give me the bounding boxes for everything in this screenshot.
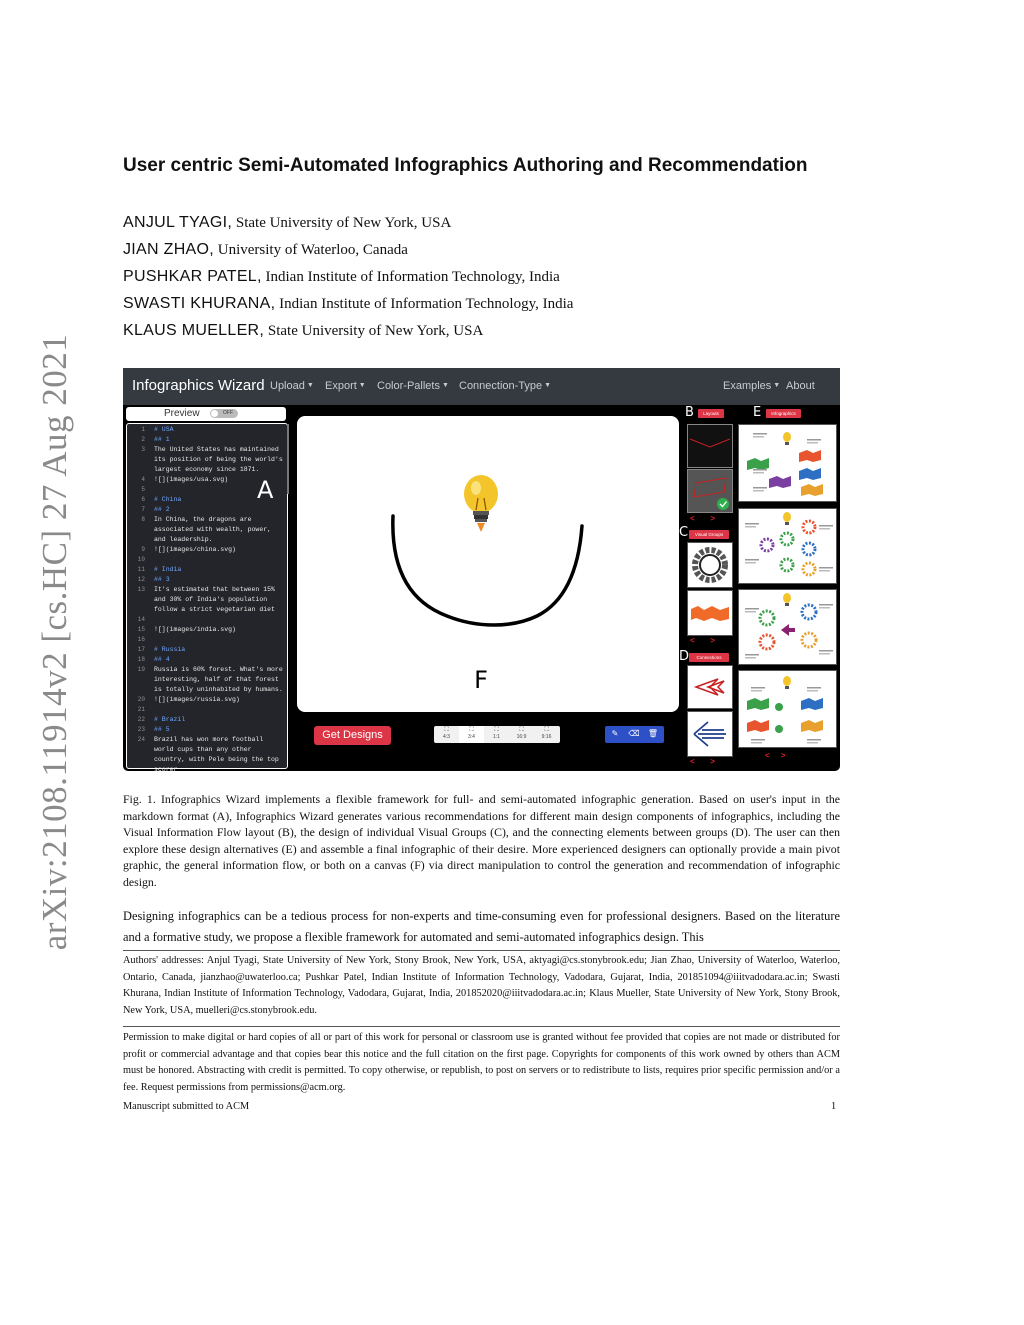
menu-export[interactable]: Export ▼ [325, 380, 366, 392]
editor-line-number: 24 [137, 736, 145, 743]
editor-line-text: ![](images/russia.svg) [154, 696, 240, 703]
layout-thumb-2[interactable] [687, 469, 733, 513]
editor-line-number: 23 [137, 726, 145, 733]
ratio-16-9-button[interactable]: ⛶ 16:9 [516, 727, 527, 740]
visual-group-pager[interactable]: < > [690, 636, 715, 645]
permission-rule [123, 1026, 840, 1027]
figure-caption: Fig. 1. Infographics Wizard implements a flexible framework for full- and semi-automated infographic generation. Based on user's input in the markdown format (A), Infographics Wizard generates various recommendations for different main design components of infographics, including the Visual Information Flow layout (B), the design of individual Visual Groups (C), and the connecting elements between groups (D). The user can then explore these design alternatives (E) and assemble a final infographic of their desire. More experienced designers can optionally provide a main pivot graphic, the general information flow, or both on a canvas (F) via direct manipulation to control the generation and recommendation of infographic design. [123, 792, 840, 889]
preview-label: Preview [164, 408, 200, 419]
editor-line-number: 5 [141, 486, 145, 493]
ratio-1-1-button[interactable]: ⛶ 1:1 [493, 727, 500, 740]
editor-line-text: country, with Pele being the top [154, 756, 279, 763]
editor-line-text: world cups than any other [154, 746, 252, 753]
eraser-icon[interactable]: ⌫ [628, 729, 640, 738]
editor-line-text: ## 4 [154, 656, 170, 663]
editor-line-text: # Brazil [154, 716, 186, 723]
editor-line-number: 2 [141, 436, 145, 443]
ratio-4-3-button[interactable]: ⛶ 4:3 [443, 727, 450, 740]
editor-scrollbar[interactable] [287, 424, 289, 494]
lightbulb-icon [464, 475, 498, 532]
author-line [123, 295, 573, 313]
editor-line-text: and leadership. [154, 536, 213, 543]
footnote-rule [123, 950, 840, 951]
check-icon [717, 498, 729, 510]
connection-pager[interactable]: < > [690, 757, 715, 766]
editor-line-number: 17 [137, 646, 145, 653]
trash-icon[interactable]: 🗑 [647, 729, 659, 738]
figure-app-screenshot [123, 368, 840, 771]
editor-line-number: 4 [141, 476, 145, 483]
menu-examples[interactable]: Examples ▼ [723, 380, 781, 392]
editor-line-number: 19 [137, 666, 145, 673]
label-b: B [685, 405, 694, 420]
aspect-ratio-group [434, 726, 560, 743]
preview-toggle-bar [126, 407, 286, 421]
menu-connection-type[interactable]: Connection-Type ▼ [459, 380, 552, 392]
editor-line-number: 20 [137, 696, 145, 703]
author-name: ANJUL TYAGI, [123, 214, 233, 231]
author-addresses: Authors' addresses: Anjul Tyagi, State University of New York, Stony Brook, New York, USA, aktyagi@cs.stonybrook.edu; Jian Zhao, University of Waterloo, Waterloo, Ontario, Canada, jianzhao@uwaterloo.ca; Pushkar Patel, Indian Institute of Information Technology, Vadodara, Gujarat, India, 201851094@iiitvadodara.ac.in; Swasti Khurana, Indian Institute of Information Technology, Vadodara, Gujarat, India, 201852020@iiitvadodara.ac.in; Klaus Mueller, State University of New York, Stony Brook, New York, USA, muelleri@cs.stonybrook.edu. [123, 955, 840, 1016]
get-designs-button[interactable]: Get Designs [314, 726, 391, 745]
author-line [123, 214, 451, 232]
editor-line-number: 6 [141, 496, 145, 503]
editor-line-text: It's estimated that between 15% [154, 586, 275, 593]
editor-line-text: its position of being the world's [154, 456, 283, 463]
label-e: E [753, 405, 762, 420]
author-name: PUSHKAR PATEL, [123, 268, 262, 285]
editor-line-text: Russia is 60% forest. What's more [154, 666, 283, 673]
label-c: C [679, 525, 689, 540]
menu-color-pallets[interactable]: Color-Pallets ▼ [377, 380, 449, 392]
editor-line-text: ![](images/india.svg) [154, 626, 236, 633]
editor-line-text: # Russia [154, 646, 186, 653]
tag-visual-groups[interactable]: Visual Groups [689, 530, 729, 539]
editor-line-text: interesting, half of that forest [154, 676, 279, 683]
manuscript-note: Manuscript submitted to ACM [123, 1101, 250, 1112]
abstract-text: Designing infographics can be a tedious process for non-experts and time-consuming even for professional designers. Based on the literature and a formative study, we propose a flexible framework for automated and semi-automated infographics design. This [123, 909, 840, 944]
infographic-thumb-2[interactable] [738, 508, 837, 584]
editor-line-text: follow a strict vegetarian diet [154, 606, 275, 613]
editor-line-text: In China, the dragons are [154, 516, 252, 523]
editor-line-text: ![](images/china.svg) [154, 546, 236, 553]
editor-line-text: largest economy since 1871. [154, 466, 260, 473]
label-f: F [474, 666, 488, 694]
author-affiliation: Indian Institute of Information Technology, India [265, 269, 560, 285]
author-line [123, 268, 560, 286]
editor-line-number: 11 [137, 566, 145, 573]
canvas-tools [605, 726, 664, 743]
editor-line-number: 22 [137, 716, 145, 723]
editor-line-text: ## 3 [154, 576, 170, 583]
canvas-drawing [297, 416, 679, 712]
label-d: D [679, 649, 690, 664]
ratio-9-16-button[interactable]: ⛶ 9:16 [541, 727, 552, 740]
editor-line-text: ## 5 [154, 726, 170, 733]
editor-line-number: 8 [141, 516, 145, 523]
author-name: JIAN ZHAO, [123, 241, 215, 258]
editor-line-number: 15 [137, 626, 145, 633]
editor-line-number: 10 [137, 556, 145, 563]
paper-title: User centric Semi-Automated Infographics Authoring and Recommendation [123, 155, 808, 176]
page-number: 1 [831, 1101, 837, 1112]
editor-line-number: 16 [137, 636, 145, 643]
ratio-3-4-button[interactable]: ⛶ 3:4 [459, 726, 484, 743]
editor-line-number: 9 [141, 546, 145, 553]
editor-line-number: 14 [137, 616, 145, 623]
arxiv-stamp: arXiv:2108.11914v2 [cs.HC] 27 Aug 2021 [35, 333, 74, 951]
layout-thumb-1[interactable] [687, 424, 733, 468]
infographic-thumb-3[interactable] [738, 589, 837, 665]
connection-thumb-2[interactable] [687, 711, 733, 757]
editor-line-text: associated with wealth, power, [154, 526, 272, 533]
editor-line-number: 13 [137, 586, 145, 593]
editor-line-number: 3 [141, 446, 145, 453]
editor-line-text: The United States has maintained [154, 446, 279, 453]
permission-notice: Permission to make digital or hard copies of all or part of this work for personal or classroom use is granted without fee provided that copies are not made or distributed for profit or commercial advantage and that copies bear this notice and the full citation on the first page. Copyrights for components of this work owned by others than ACM must be honored. Abstracting with credit is permitted. To copy otherwise, or republish, to post on servers or to redistribute to lists, requires prior specific permission and/or a fee. Request permissions from permissions@acm.org. [123, 1032, 840, 1093]
author-affiliation: State University of New York, USA [267, 323, 484, 339]
editor-line-text: ## 1 [154, 436, 170, 443]
connection-thumb-1[interactable] [687, 665, 733, 709]
editor-line-text: # India [154, 566, 182, 573]
preview-toggle[interactable]: OFF [210, 409, 238, 418]
author-name: KLAUS MUELLER, [123, 322, 265, 339]
layout-pager[interactable]: < > [690, 514, 715, 523]
editor-line-text: is totally uninhabited by humans. [154, 686, 283, 693]
markdown-editor[interactable] [126, 423, 288, 773]
editor-line-text: Brazil has won more football [154, 736, 264, 743]
editor-line-number: 7 [141, 506, 145, 513]
design-canvas[interactable] [297, 416, 679, 712]
author-line [123, 322, 483, 340]
tag-connections[interactable]: Connections [689, 653, 729, 662]
editor-line-text: ## 2 [154, 506, 170, 513]
author-affiliation: Indian Institute of Information Technology, India [279, 296, 574, 312]
navbar [123, 368, 840, 405]
pencil-icon[interactable]: ✎ [611, 729, 619, 738]
editor-line-number: 12 [137, 576, 145, 583]
author-affiliation: State University of New York, USA [235, 215, 452, 231]
visual-group-thumb-2[interactable] [687, 590, 733, 636]
editor-line-text: scorer [154, 766, 178, 773]
editor-line-number: 21 [137, 706, 145, 713]
editor-line-text: # USA [154, 426, 174, 433]
author-affiliation: University of Waterloo, Canada [217, 242, 408, 258]
menu-upload[interactable]: Upload ▼ [270, 380, 314, 392]
infographic-pager[interactable]: < > [765, 751, 786, 760]
author-name: SWASTI KHURANA, [123, 295, 276, 312]
visual-group-thumb-1[interactable] [687, 542, 733, 588]
infographic-thumb-1[interactable] [738, 424, 837, 502]
editor-line-number: 1 [141, 426, 145, 433]
editor-line-text: ![](images/usa.svg) [154, 476, 229, 483]
tag-infographics[interactable]: Infographics [766, 409, 801, 418]
author-line [123, 241, 408, 259]
app-brand[interactable]: Infographics Wizard [132, 377, 265, 394]
editor-line-text: and 30% of India's population [154, 596, 268, 603]
label-a: A [257, 476, 274, 504]
editor-line-number: 18 [137, 656, 145, 663]
infographic-thumb-4[interactable] [738, 670, 837, 748]
menu-about[interactable]: About [786, 380, 815, 392]
editor-line-text: # China [154, 496, 182, 503]
tag-layouts[interactable]: Layouts [698, 409, 724, 418]
flow-curve-stroke [393, 516, 582, 625]
